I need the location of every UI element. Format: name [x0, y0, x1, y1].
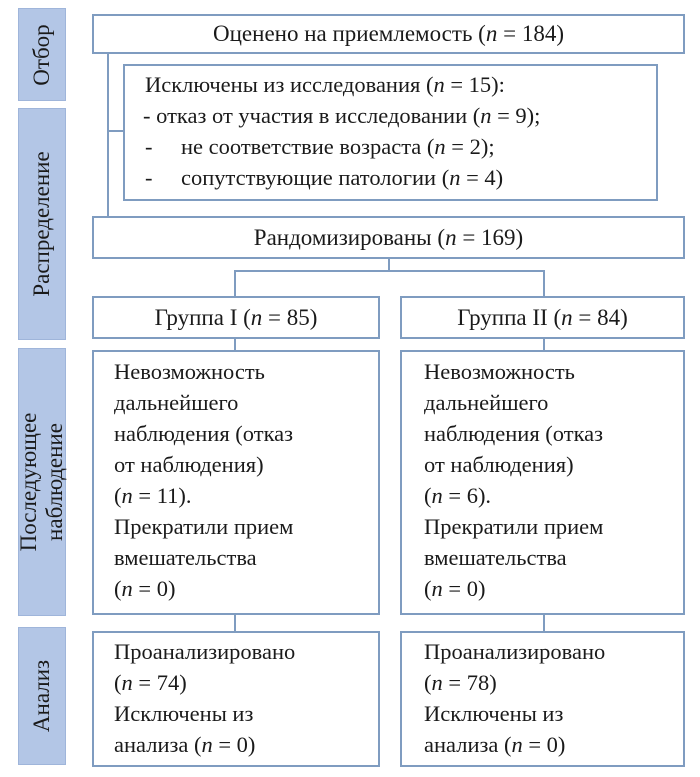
stage-bar-analysis	[18, 627, 66, 765]
group2-analysis-box: Проанализировано (n = 78) Исключены из анализа (n = 0)	[400, 631, 685, 767]
connector-to-group1	[234, 270, 236, 297]
group1-box: Группа I (n = 85)	[92, 296, 380, 339]
stage-bar-followup	[18, 348, 66, 616]
stage-label-followup-line2: наблюдение	[42, 423, 67, 541]
connector-to-group2	[543, 270, 545, 297]
group2-followup-box: Невозможность дальнейшего наблюдения (отказ от наблюдения) (n = 6). Прекратили прием вмешательства (n = 0)	[400, 350, 685, 615]
stage-bar-allocation	[18, 108, 66, 340]
excluded-item-age: - не соответствие возраста (n = 2);	[145, 134, 495, 159]
stage-label-analysis: Анализ	[29, 659, 54, 733]
excluded-item-refusal: - отказ от участия в исследовании (n = 9);	[143, 103, 541, 128]
stage-bar-selection	[18, 8, 66, 101]
connector-group2-analysis	[543, 614, 545, 632]
group1-followup-box: Невозможность дальнейшего наблюдения (отказ от наблюдения) (n = 11). Прекратили прием вмешательства (n = 0)	[92, 350, 380, 615]
group1-analysis-box: Проанализировано (n = 74) Исключены из анализа (n = 0)	[92, 631, 380, 767]
connector-group1-analysis	[234, 614, 236, 632]
connector-randomized-split	[234, 270, 545, 272]
connector-to-exclusion	[107, 130, 123, 132]
stage-label-followup	[16, 413, 68, 552]
stage-label-allocation: Распределение	[29, 151, 54, 297]
excluded-item-comorbidity: - сопутствующие патологии (n = 4)	[145, 165, 504, 190]
stage-label-followup-line1: Последующее	[16, 412, 41, 552]
excluded-title: Исключены из исследования (n = 15):	[145, 72, 505, 97]
group2-box: Группа II (n = 84)	[400, 296, 685, 339]
stage-label-selection: Отбор	[29, 23, 54, 86]
randomized-box: Рандомизированы (n = 169)	[92, 216, 685, 259]
assessed-box: Оценено на приемлемость (n = 184)	[92, 14, 685, 54]
connector-assessed-to-randomized	[107, 54, 109, 216]
excluded-box	[123, 64, 658, 201]
